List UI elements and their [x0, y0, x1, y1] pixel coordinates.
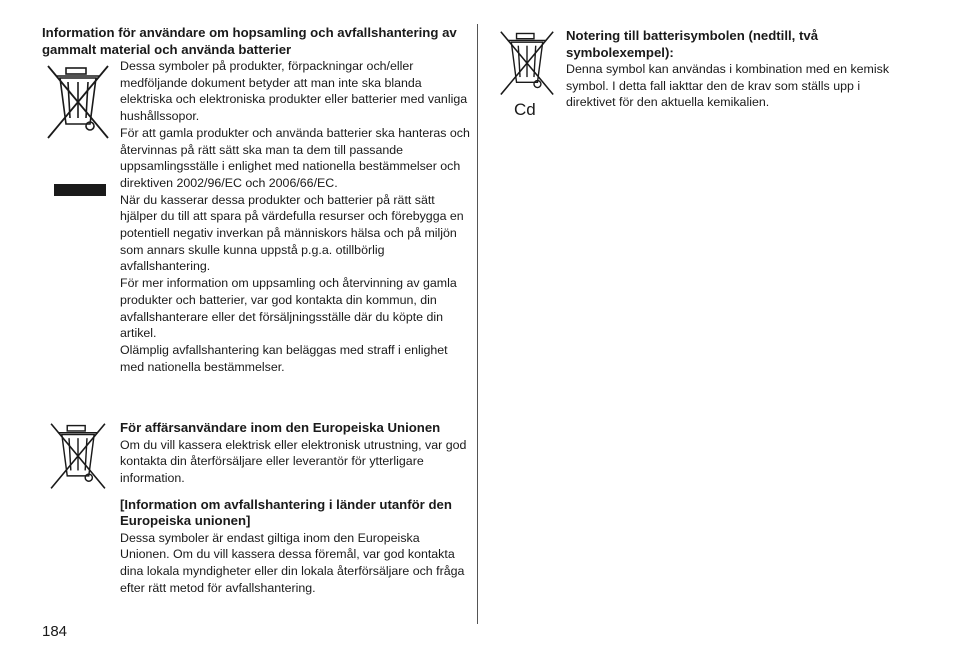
section1-icon-col: [42, 64, 114, 204]
separate-collection-bar: [54, 184, 106, 196]
section3-body: Dessa symboler är endast giltiga inom den Europeiska Unionen. Om du vill kassera dessa föremål, var god kontakta dina lokala myndigheter eller din lokala återförsäljare och fråga efter rätt metod för avfallshantering.: [120, 530, 465, 595]
battery-note-block: [494, 28, 904, 128]
left-column: [42, 24, 470, 620]
section1-block: [42, 58, 470, 410]
right-column: [494, 28, 904, 128]
section2-icon-col: [42, 422, 114, 492]
section1-paragraph-1: Dessa symboler på produkter, förpackningar och/eller medföljande dokument betyder att man inte ska blanda elektriska och elektroniska produkter eller batterier med vanliga hushållssopor.: [120, 59, 468, 124]
page-number: 184: [42, 623, 68, 640]
section2-heading: För affärsanvändare inom den Europeiska Unionen: [120, 420, 441, 435]
section1-text: [120, 58, 470, 375]
battery-icon-col: [494, 30, 566, 126]
battery-note-body: Denna symbol kan användas i kombination med en kemisk symbol. I detta fall iakttar den de krav som ställs upp i direktivet för den aktuella kemikalien.: [566, 62, 890, 110]
section1-paragraph-5: Olämplig avfallshantering kan beläggas med straff i enlighet med nationella bestämmelser.: [120, 342, 448, 374]
chemical-symbol-label: Cd: [514, 100, 536, 119]
crossed-out-wheelie-bin-icon: [494, 30, 560, 98]
battery-note-text: [566, 28, 904, 111]
battery-note-heading: Notering till batterisymbolen (nedtill, två symbolexempel):: [566, 28, 819, 60]
section2-block: [42, 420, 470, 620]
section2-body: Om du vill kassera elektrisk eller elektronisk utrustning, var god kontakta din återförsäljare eller leverantör för ytterligare information.: [120, 437, 467, 485]
section1-paragraph-3: När du kasserar dessa produkter och batterier på rätt sätt hjälper du till att spara på värdefulla resurser och förebygga en potentiell negativ inverkan på människors hälsa och på miljön som annars skulle kunna uppstå p.g.a. otillbörlig avfallshantering.: [120, 192, 464, 274]
column-divider: [477, 24, 478, 624]
section2-text: [120, 420, 470, 596]
section1-heading: Information för användare om hopsamling och avfallshantering av gammalt material och använda batterier: [42, 25, 457, 57]
crossed-out-wheelie-bin-icon: [42, 64, 114, 142]
section1-paragraph-2: För att gamla produkter och använda batterier ska hanteras och återvinnas på rätt sätt ska man ta dem till passande uppsamlingsställe i enlighet med nationella bestämmelser och direktiven 2002/96/EC och 2006/66/EC.: [120, 125, 470, 190]
section3-heading: [Information om avfallshantering i länder utanför den Europeiska unionen]: [120, 496, 452, 529]
crossed-out-wheelie-bin-icon: [42, 422, 114, 492]
section1-paragraph-4: För mer information om uppsamling och återvinning av gamla produkter och batterier, var god kontakta din kommun, din avfallshanterare eller det försäljningsställe där du köpte din artikel.: [120, 276, 457, 341]
